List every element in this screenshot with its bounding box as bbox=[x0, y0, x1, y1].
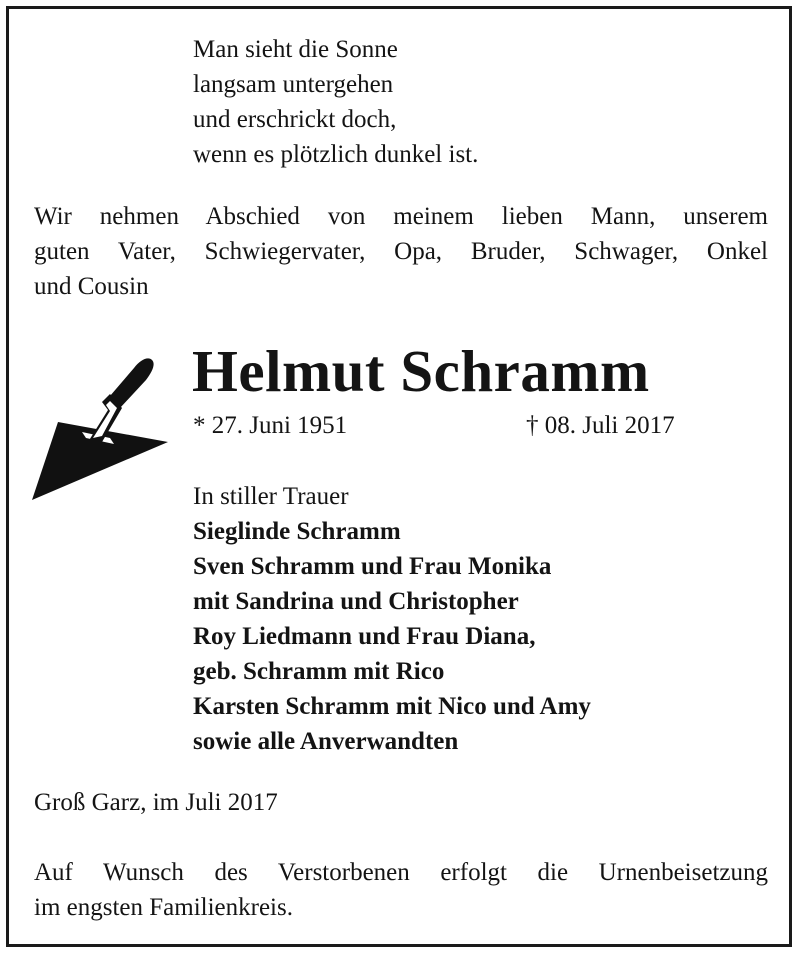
trowel-icon bbox=[30, 350, 185, 505]
mourner-line: Karsten Schramm mit Nico und Amy bbox=[193, 693, 591, 720]
intro-line: guten Vater, Schwiegervater, Opa, Bruder, Schwager, Onkel bbox=[34, 238, 768, 265]
poem-line: und erschrickt doch, bbox=[193, 106, 397, 133]
mourner-line: Roy Liedmann und Frau Diana, bbox=[193, 623, 536, 650]
intro-text bbox=[34, 199, 768, 304]
intro-line: und Cousin bbox=[34, 273, 149, 300]
trowel-handle bbox=[110, 358, 154, 408]
place-date: Groß Garz, im Juli 2017 bbox=[34, 789, 278, 816]
mourner-line: Sieglinde Schramm bbox=[193, 518, 401, 545]
birth-date: * 27. Juni 1951 bbox=[193, 412, 348, 439]
mourner-line: mit Sandrina und Christopher bbox=[193, 588, 519, 615]
mourners-heading: In stiller Trauer bbox=[193, 483, 349, 510]
death-date: † 08. Juli 2017 bbox=[526, 412, 675, 439]
note-line: im engsten Familienkreis. bbox=[34, 894, 293, 921]
mourner-line: Sven Schramm und Frau Monika bbox=[193, 553, 552, 580]
poem-line: langsam untergehen bbox=[193, 71, 394, 98]
deceased-name: Helmut Schramm bbox=[192, 338, 650, 404]
note-line: Auf Wunsch des Verstorbenen erfolgt die Urnenbeisetzung bbox=[34, 859, 768, 886]
poem bbox=[193, 32, 478, 172]
mourner-line: geb. Schramm mit Rico bbox=[193, 658, 445, 685]
burial-note bbox=[34, 855, 768, 925]
poem-line: wenn es plötzlich dunkel ist. bbox=[193, 141, 479, 168]
mourners-list bbox=[193, 479, 591, 759]
mourner-line: sowie alle Anverwandten bbox=[193, 728, 459, 755]
poem-line: Man sieht die Sonne bbox=[193, 36, 398, 63]
intro-line: Wir nehmen Abschied von meinem lieben Mann, unserem bbox=[34, 203, 768, 230]
